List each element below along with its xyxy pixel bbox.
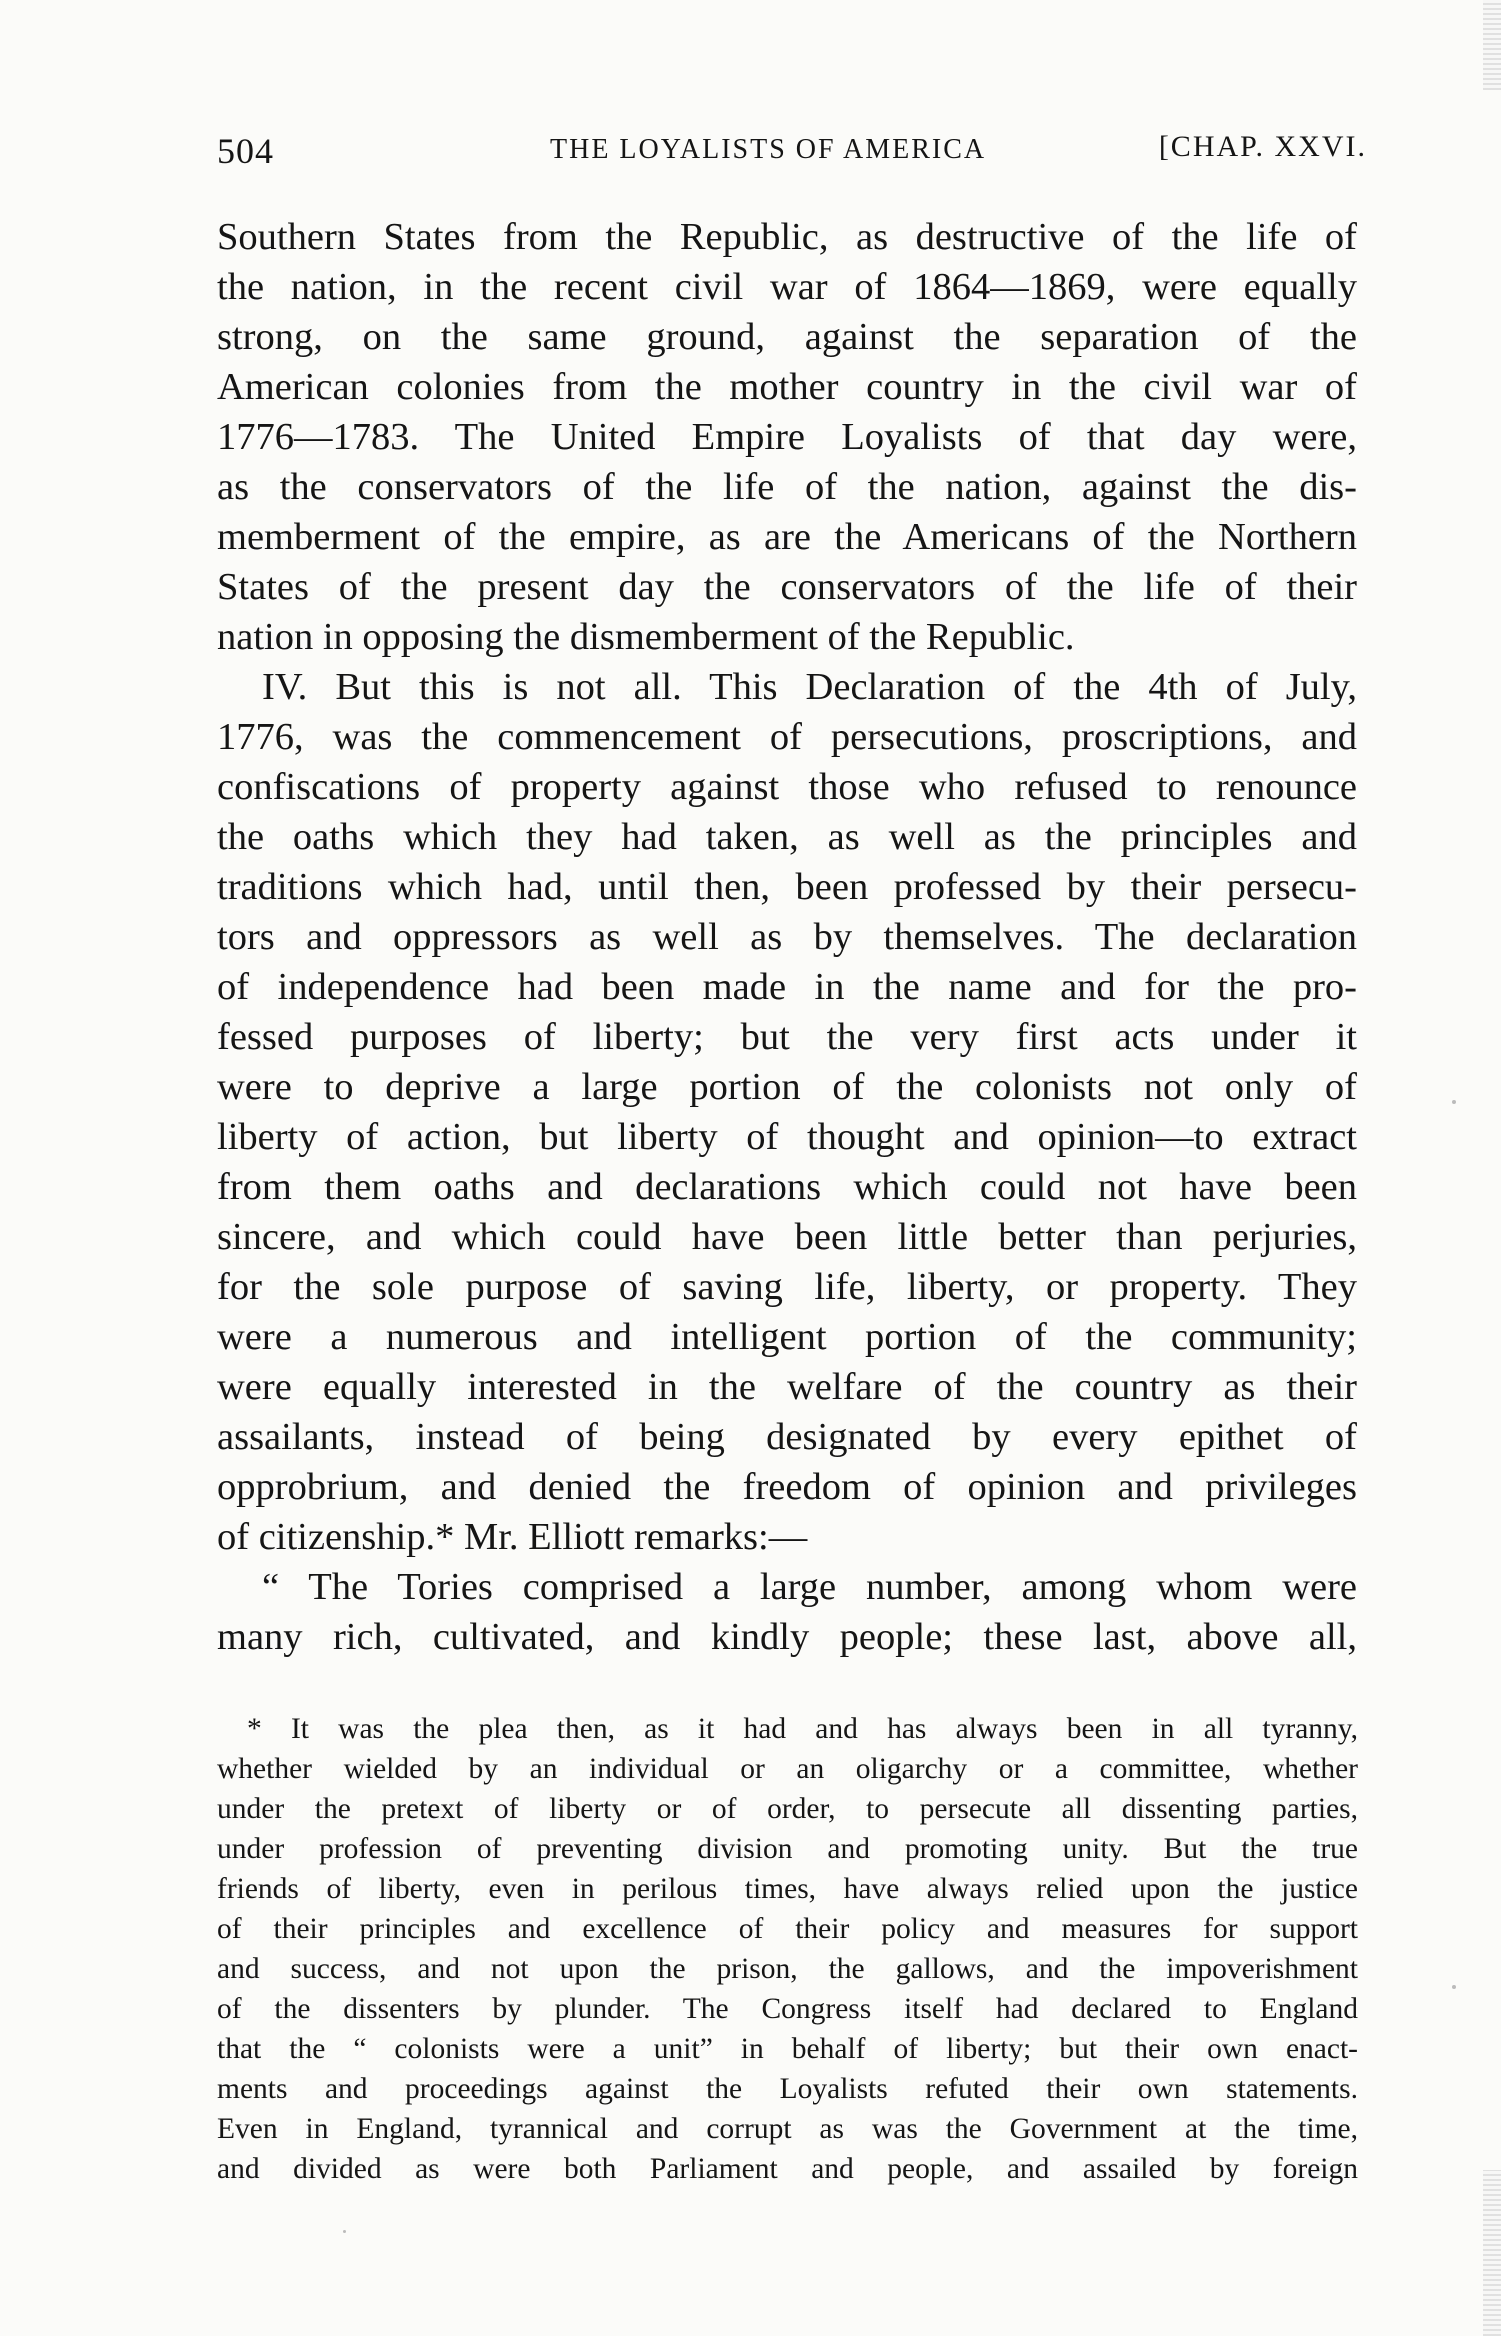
footnote-line: friends of liberty, even in perilous times, have always relied upon the justice [217, 1873, 1358, 1905]
footnote-line: whether wielded by an individual or an oligarchy or a committee, whether [217, 1753, 1358, 1785]
body-line: 1776—1783. The United Empire Loyalists of that day were, [217, 416, 1357, 458]
scan-edge-noise [1483, 0, 1501, 90]
body-line: as the conservators of the life of the nation, against the dis- [217, 466, 1357, 508]
body-line: for the sole purpose of saving life, liberty, or property. They [217, 1266, 1357, 1308]
footnote-line: * It was the plea then, as it had and has always been in all tyranny, [247, 1713, 1358, 1745]
footnote-line: and success, and not upon the prison, the gallows, and the impoverishment [217, 1953, 1358, 1985]
footnote-line: of their principles and excellence of their policy and measures for support [217, 1913, 1358, 1945]
body-line: of independence had been made in the name and for the pro- [217, 966, 1357, 1008]
body-line: nation in opposing the dismemberment of the Republic. [217, 616, 1075, 658]
body-line: tors and oppressors as well as by themselves. The declaration [217, 916, 1357, 958]
body-line: the oaths which they had taken, as well as the principles and [217, 816, 1357, 858]
body-line: from them oaths and declarations which could not have been [217, 1166, 1357, 1208]
body-line: sincere, and which could have been little better than perjuries, [217, 1216, 1357, 1258]
body-line: fessed purposes of liberty; but the very first acts under it [217, 1016, 1357, 1058]
quotation-start-line: “ The Tories comprised a large number, among whom were [262, 1566, 1357, 1608]
running-header [217, 130, 1367, 180]
body-line: memberment of the empire, as are the Americans of the Northern [217, 516, 1357, 558]
body-line: were equally interested in the welfare of the country as their [217, 1366, 1357, 1408]
body-line: Southern States from the Republic, as destructive of the life of [217, 216, 1357, 258]
scan-speck [1452, 1100, 1456, 1104]
body-line: assailants, instead of being designated by every epithet of [217, 1416, 1357, 1458]
body-line: American colonies from the mother country in the civil war of [217, 366, 1357, 408]
body-line: liberty of action, but liberty of thought and opinion—to extract [217, 1116, 1357, 1158]
body-line: many rich, cultivated, and kindly people; these last, above all, [217, 1616, 1357, 1658]
footnote-line: and divided as were both Parliament and people, and assailed by foreign [217, 2153, 1358, 2185]
body-line: of citizenship.* Mr. Elliott remarks:— [217, 1516, 808, 1558]
footnote-line: under the pretext of liberty or of order, to persecute all dissenting parties, [217, 1793, 1358, 1825]
body-line: confiscations of property against those who refused to renounce [217, 766, 1357, 808]
scan-speck [1452, 1985, 1456, 1989]
footnote-line: that the “ colonists were a unit” in behalf of liberty; but their own enact- [217, 2033, 1358, 2065]
page-number: 504 [217, 131, 274, 171]
body-line: 1776, was the commencement of persecutions, proscriptions, and [217, 716, 1357, 758]
footnote-line: of the dissenters by plunder. The Congress itself had declared to England [217, 1993, 1358, 2025]
scan-speck [343, 2230, 346, 2233]
body-line: were to deprive a large portion of the colonists not only of [217, 1066, 1357, 1108]
running-title: THE LOYALISTS OF AMERICA [550, 134, 987, 165]
scan-edge-noise [1483, 2170, 1501, 2336]
body-line: traditions which had, until then, been professed by their persecu- [217, 866, 1357, 908]
body-line: States of the present day the conservators of the life of their [217, 566, 1357, 608]
body-line: opprobrium, and denied the freedom of opinion and privileges [217, 1466, 1357, 1508]
footnote-line: under profession of preventing division and promoting unity. But the true [217, 1833, 1358, 1865]
body-line: were a numerous and intelligent portion of the community; [217, 1316, 1357, 1358]
footnote-line: ments and proceedings against the Loyalists refuted their own statements. [217, 2073, 1358, 2105]
chapter-label: [CHAP. XXVI. [1158, 130, 1367, 163]
body-line: the nation, in the recent civil war of 1864—1869, were equally [217, 266, 1357, 308]
paragraph-start-line: IV. But this is not all. This Declaration of the 4th of July, [262, 666, 1357, 708]
body-line: strong, on the same ground, against the separation of the [217, 316, 1357, 358]
footnote-line: Even in England, tyrannical and corrupt as was the Government at the time, [217, 2113, 1358, 2145]
